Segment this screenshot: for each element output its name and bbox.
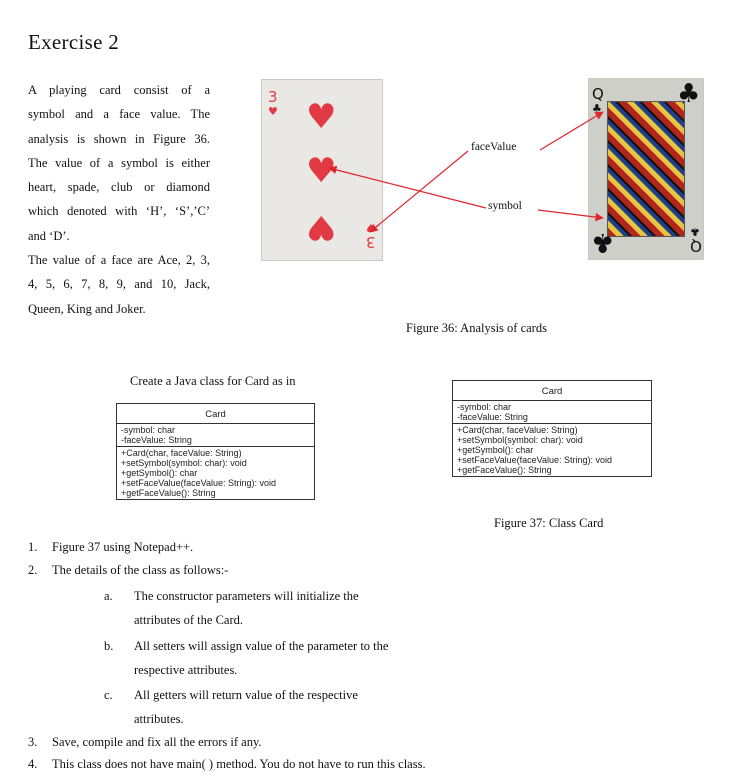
step-text: Figure 37 using Notepad++. — [52, 540, 194, 554]
heart-icon: ♥ — [306, 207, 337, 247]
step-text: This class does not have main( ) method. You do not have to run this class. — [52, 757, 426, 771]
substep-text: respective attributes. — [134, 663, 238, 677]
card-index: Q — [592, 85, 604, 103]
step-item — [28, 563, 228, 578]
intro-line: and ‘D’. — [28, 228, 70, 243]
figure37-caption: Figure 37: Class Card — [494, 516, 604, 530]
arrow-facevalue-to-queen — [540, 112, 603, 150]
uml-methods — [453, 423, 651, 476]
club-icon: ♣ — [677, 79, 701, 109]
uml-method: +setSymbol(symbol: char): void — [457, 435, 583, 445]
intro-line: The value of a symbol is either — [28, 155, 210, 170]
label-facevalue: faceValue — [471, 141, 517, 153]
uml-method: +setSymbol(symbol: char): void — [121, 458, 247, 468]
heart-icon: ♥ — [268, 105, 278, 118]
substep-number: c. — [104, 688, 113, 702]
create-instruction: Create a Java class for Card as in — [130, 374, 296, 388]
heart-icon: ♥ — [366, 221, 376, 234]
uml-method: +Card(char, faceValue: String) — [457, 425, 578, 435]
club-icon: ♣ — [591, 227, 615, 257]
step-number: 2. — [28, 563, 38, 577]
club-icon: ♣ — [690, 225, 700, 238]
heart-icon: ♥ — [306, 97, 337, 137]
uml-attribute: -faceValue: String — [121, 435, 192, 445]
uml-method: +getSymbol(): char — [121, 468, 198, 478]
substep-number: a. — [104, 589, 113, 603]
exercise-title: Exercise 2 — [28, 30, 120, 54]
arrow-symbol-to-heart — [329, 168, 486, 208]
substep-item — [104, 589, 359, 604]
uml-method: +setFaceValue(faceValue: String): void — [121, 478, 276, 488]
substep-item — [104, 688, 358, 703]
uml-attribute: -symbol: char — [121, 425, 176, 435]
substep-number: b. — [104, 639, 114, 653]
figure36-caption: Figure 36: Analysis of cards — [406, 321, 547, 335]
intro-line: A playing card consist of a — [28, 83, 210, 97]
arrow-symbol-to-club — [538, 210, 603, 218]
step-number: 3. — [28, 735, 38, 749]
uml-method: +getSymbol(): char — [457, 445, 534, 455]
substep-item-cont — [104, 613, 243, 628]
step-text: Save, compile and fix all the errors if any. — [52, 735, 262, 749]
substep-text: attributes of the Card. — [134, 613, 243, 627]
card-index: Q — [690, 237, 702, 255]
label-symbol: symbol — [488, 200, 522, 212]
intro-line: which denoted with ‘H’, ‘S’,’C’ — [28, 204, 210, 219]
intro-line: symbol and a face value. The — [28, 107, 210, 122]
substep-item-cont — [104, 712, 184, 727]
intro-line: heart, spade, club or diamond — [28, 180, 210, 195]
uml-attributes — [453, 401, 651, 423]
uml-attribute: -faceValue: String — [457, 412, 528, 422]
uml-class-title: Card — [453, 381, 651, 401]
uml-attribute: -symbol: char — [457, 402, 512, 412]
uml-class-card-figure37 — [452, 380, 652, 477]
substep-text: All getters will return value of the respective — [134, 688, 358, 702]
uml-methods — [117, 446, 314, 499]
intro-line: analysis is shown in Figure 36. — [28, 131, 210, 146]
step-item — [28, 757, 426, 772]
step-item — [28, 540, 193, 555]
step-item — [28, 735, 262, 750]
club-icon: ♣ — [592, 102, 602, 115]
card-index: 3 — [268, 88, 278, 106]
uml-method: +getFaceValue(): String — [121, 488, 216, 498]
substep-item — [104, 639, 388, 654]
uml-method: +getFaceValue(): String — [457, 465, 552, 475]
substep-item-cont — [104, 663, 237, 678]
uml-class-card — [116, 403, 315, 500]
step-text: The details of the class as follows:- — [52, 563, 229, 577]
uml-class-title: Card — [117, 404, 314, 424]
card-index: 3 — [366, 233, 376, 251]
substep-text: All setters will assign value of the parameter to the — [134, 639, 389, 653]
intro-line: 4, 5, 6, 7, 8, 9, and 10, Jack, — [28, 277, 210, 292]
substep-text: The constructor parameters will initialize the — [134, 589, 359, 603]
uml-method: +Card(char, faceValue: String) — [121, 448, 242, 458]
step-number: 4. — [28, 757, 38, 771]
intro-line: Queen, King and Joker. — [28, 301, 146, 316]
step-number: 1. — [28, 540, 38, 554]
heart-icon: ♥ — [306, 151, 337, 191]
uml-method: +setFaceValue(faceValue: String): void — [457, 455, 612, 465]
intro-line: The value of a face are Ace, 2, 3, — [28, 253, 210, 268]
substep-text: attributes. — [134, 712, 184, 726]
uml-attributes — [117, 424, 314, 446]
